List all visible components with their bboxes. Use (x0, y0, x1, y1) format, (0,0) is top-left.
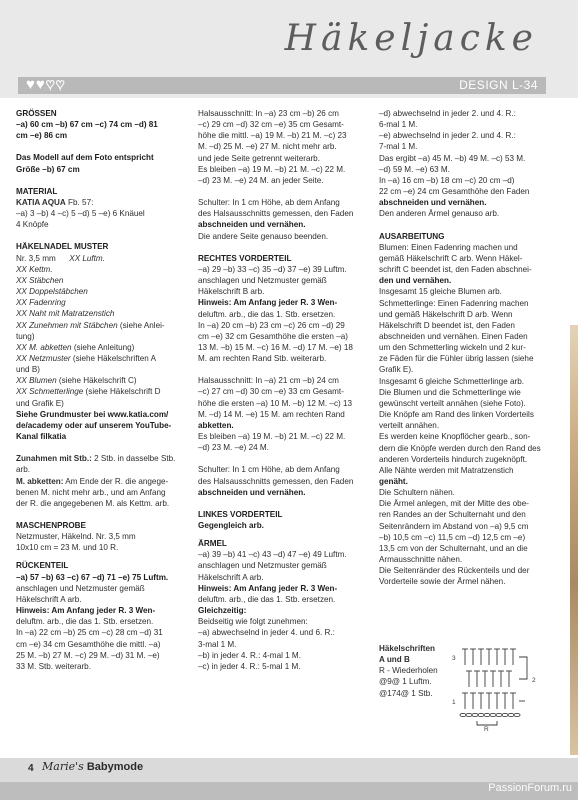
design-code: DESIGN L-34 (459, 78, 538, 92)
repeat-bracket (477, 721, 497, 725)
section-heading: MATERIAL (16, 186, 58, 196)
youtube-link-text: Siehe Grundmuster bei www.katia.com/ (16, 409, 169, 419)
chart-row-label: 2 (532, 677, 536, 684)
page-title: Häkeljacke (284, 18, 538, 59)
hearts-decoration (26, 76, 65, 93)
chart-rows (460, 649, 527, 725)
section-heading: RECHTES VORDERTEIL (198, 253, 292, 263)
chart-row-3 (462, 649, 516, 665)
section-heading: MASCHENPROBE (16, 521, 86, 530)
chart-row-1 (462, 693, 516, 709)
chart-row-label: 3 (452, 655, 456, 662)
photo-edge (570, 325, 578, 755)
chart-foundation-chain (460, 713, 520, 716)
heart-icon: ♥ (35, 76, 45, 93)
chart-row-2 (466, 671, 512, 687)
crochet-chart-diagram (451, 643, 551, 731)
section-heading: GRÖSSEN (16, 109, 57, 118)
crochet-chart (379, 643, 554, 733)
design-strip (18, 77, 546, 94)
chart-caption: Häkelschriften A und B R - Wiederholen @9@ 1 Luftm. @174@ 1 Stb. (379, 644, 438, 698)
column-3: –d) abwechselnd in jeder 2. und 4. R.: 6-mal 1 M. –e) abwechselnd in jeder 2. und 4. R.: 7-mal 1 M. Das ergibt –a) 45 M. –b) 49 M. –c) 53 M. –d) 59 M. –e) 63 M. In –a) 16 cm –b) 18 cm –c) 20 cm –d) 22 cm –e) 24 cm Gesamthöhe den Faden abschneiden und vernähen. Den anderen Ärmel genauso arb. AUSARBEITUNG Blumen: Einen Fadenring machen und gemäß Häkelschrift C arb. Wenn Häkel- schrift C beendet ist, den Faden abschnei- den und vernähen. Insgesamt 15 gleiche Blumen arb. Schmetterlinge: Einen Fadenring machen und gemäß Häkelschrift D arb. Wenn Häkelschrift D beendet ist, den Faden abschneiden und vernähen. Einen Faden um den Schmetterling wickeln und 2 kur- ze Fäden für die Fühler übrig lassen (siehe Grafik E). Insgesamt 6 gleiche Schmetterlinge arb. Die Blumen und die Schmetterlinge wie gewünscht verteilt annähen (siehe Foto). Die Knöpfe am Rand des linken Vorderteils verteilt annähen. Es werden keine Knopflöcher gearb., son- dern die Knöpfe werden durch den Rand des anderen Vorderteils hindurch zugeknöpft. Alle Nähte werden mit Matratzenstich genäht. Die Schultern nähen. Die Ärmel anlegen, mit der Mitte des obe- ren Randes an der Schulternaht und den Seitenrändern im Abstand von –a) 9,5 cm –b) 10,5 cm –c) 11,5 cm –d) 12,5 cm –e) 13,5 cm von der Schulternaht, und an die Armausschnitte nähen. Die Seitenränder des Rückenteils und der Vorderteile sowie der Ärmel nähen. (379, 108, 551, 588)
watermark: PassionForum.ru (488, 782, 572, 794)
section-heading: AUSARBEITUNG (379, 231, 445, 241)
magazine-name: Marie's Babymode (42, 760, 144, 773)
turn-arrow-icon (519, 657, 527, 679)
heart-outline-icon: ♥ (55, 76, 65, 93)
section-heading: LINKES VORDERTEIL (198, 509, 283, 519)
heart-icon: ♥ (26, 76, 35, 93)
heart-outline-icon: ♥ (45, 76, 55, 93)
page-number: 4 (28, 763, 34, 774)
chart-repeat-label: R (484, 726, 489, 731)
section-heading: RÜCKENTEIL (16, 561, 69, 571)
section-heading: HÄKELNADEL MUSTER (16, 242, 109, 252)
section-heading: ÄRMEL (198, 539, 227, 549)
chart-row-label: 1 (452, 699, 456, 706)
column-2: Halsausschnitt: In –a) 23 cm –b) 26 cm –c) 29 cm –d) 32 cm –e) 35 cm Gesamt- höhe die mittl. –a) 19 M. –b) 21 M. –c) 23 M. –d) 25 M. –e) 27 M. nicht mehr arb. und jede Seite getrennt weiterarb. Es bleiben –a) 19 M. –b) 21 M. –c) 22 M. –d) 23 M. –e) 24 M. an jeder Seite. Schulter: In 1 cm Höhe, ab dem Anfang des Halsausschnitts gemessen, den Faden abschneiden und vernähen. Die andere Seite genauso beenden. RECHTES VORDERTEIL –a) 29 –b) 33 –c) 35 –d) 37 –e) 39 Luftm. anschlagen und Netzmuster gemäß Häkelschrift B arb. Hinweis: Am Anfang jeder R. 3 Wen- deluftm. arb., die das 1. Stb. ersetzen. In –a) 20 cm –b) 23 cm –c) 26 cm –d) 29 cm –e) 32 cm Gesamthöhe die ersten –a) 13 M. –b) 15 M. –c) 16 M. –d) 17 M. –e) 18 M. am rechten Rand Stb. weiterarb. Halsausschnitt: In –a) 21 cm –b) 24 cm –c) 27 cm –d) 30 cm –e) 33 cm Gesamt- höhe die ersten –a) 10 M. –b) 12 M. –c) 13 M. –d) 14 M. –e) 15 M. am rechten Rand abketten. Es bleiben –a) 19 M. –b) 21 M. –c) 22 M. –d) 23 M. –e) 24 M. Schulter: In 1 cm Höhe, ab dem Anfang des Halsausschnitts gemessen, den Faden abschneiden und vernähen. LINKES VORDERTEIL Gegengleich arb. ÄRMEL –a) 39 –b) 41 –c) 43 –d) 47 –e) 49 Luftm. anschlagen und Netzmuster gemäß Häkelschrift A arb. Hinweis: Am Anfang jeder R. 3 Wen- deluftm. arb., die das 1. Stb. ersetzen. Gleichzeitig: Beidseitig wie folgt zunehmen: –a) abwechselnd in jeder 4. und 6. R.: 3-mal 1 M. –b) in jeder 4. R.: 4-mal 1 M. –c) in jeder 4. R.: 5-mal 1 M. (198, 108, 370, 672)
column-1: GRÖSSEN –a) 60 cm –b) 67 cm –c) 74 cm –d) 81 cm –e) 86 cm Das Modell auf dem Foto entspricht Größe –b) 67 cm MATERIAL KATIA AQUA Fb. 57: –a) 3 –b) 4 –c) 5 –d) 5 –e) 6 Knäuel 4 Knöpfe HÄKELNADEL MUSTER Nr. 3,5 mm XX Luftm. XX Kettm. XX Stäbchen XX Doppelstäbchen XX Fadenring XX Naht mit Matratzenstich XX Zunehmen mit Stäbchen (siehe Anlei- tung) XX M. abketten (siehe Anleitung) XX Netzmuster (siehe Häkelschriften A und B) XX Blumen (siehe Häkelschrift C) XX Schmetterlinge (siehe Häkelschrift D und Grafik E) Siehe Grundmuster bei www.katia.com/ de/academy oder auf unserem YouTube- Kanal filkatia Zunahmen mit Stb.: 2 Stb. in dasselbe Stb. arb. M. abketten: Am Ende der R. die angege- benen M. nicht mehr arb., und am Anfang der R. die angegebenen M. als Kettm. arb. MASCHENPROBE Netzmuster, Häkelnd. Nr. 3,5 mm 10x10 cm = 23 M. und 10 R. RÜCKENTEIL –a) 57 –b) 63 –c) 67 –d) 71 –e) 75 Luftm. anschlagen und Netzmuster gemäß Häkelschrift A arb. Hinweis: Am Anfang jeder R. 3 Wen- deluftm. arb., die das 1. Stb. ersetzen. In –a) 22 cm –b) 25 cm –c) 28 cm –d) 31 cm –e) 34 cm Gesamthöhe die mittl. –a) 25 M. –b) 27 M. –c) 29 M. –d) 31 M. –e) 33 M. Stb. weiterarb. (16, 108, 190, 672)
header-band (0, 0, 578, 98)
